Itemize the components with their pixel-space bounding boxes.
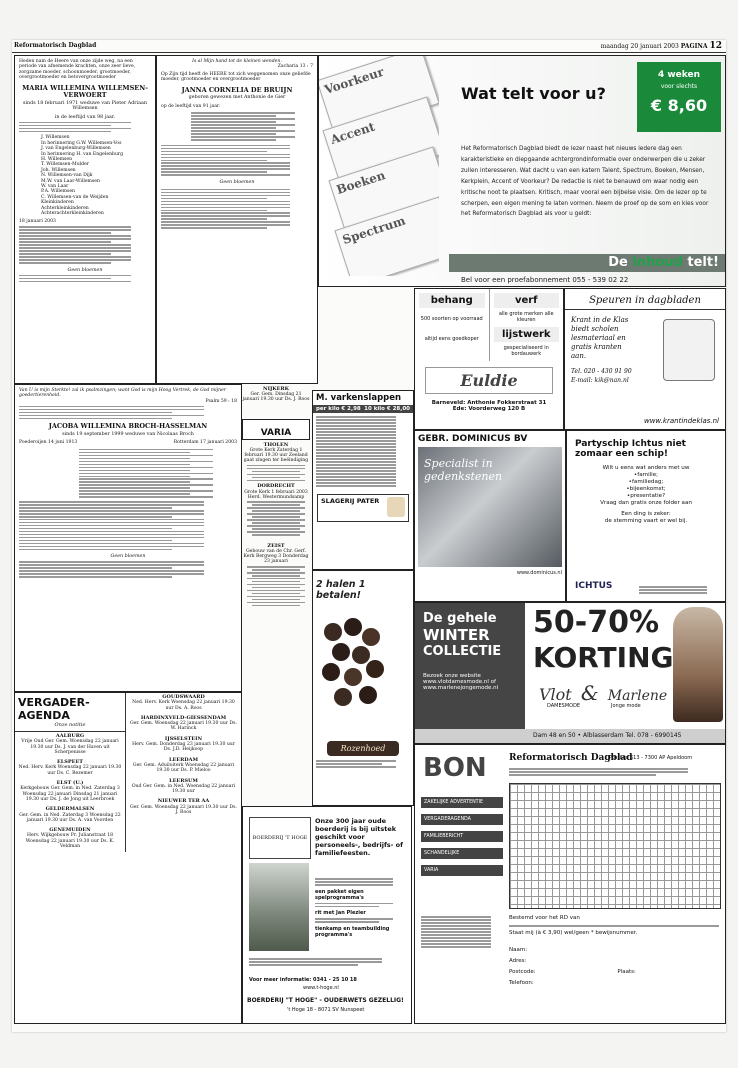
- obit2-age: op de leeftijd van 91 jaar.: [161, 103, 221, 109]
- price: € 8,60: [650, 96, 708, 115]
- newspaper-page: [12, 40, 726, 1032]
- ad-vlot: De gehele WINTER COLLECTIE Bezoek onze website www.vlotdamesmode.nl of www.marlenejongemode.nl 50-70% KORTING Vlot & Marlene DAMESMODE Jonge mode Dam 48 en 50 • Alblasserdam Tel. 078 - 6990145: [414, 602, 726, 744]
- agenda-entry: LEERDAM Ger. Gem. Aduiloiterk Woensdag 22 januari 19.30 uur Ds. P. Mieloo: [132, 756, 235, 774]
- bon-title: BON: [423, 753, 487, 783]
- discount-pct: 50-70%: [533, 605, 660, 640]
- obit1-since: sinds 18 februari 1971 weduwe van Pieter Adriaan Willemsen: [23, 100, 147, 112]
- behang-title: behang: [419, 293, 485, 308]
- price-badge: 4 weken voor slechts € 8,60: [637, 62, 721, 132]
- obit1-footer: Geen bloemen: [67, 267, 103, 273]
- slogan-bar: De inhoud telt!: [449, 254, 725, 272]
- obit3-place-r: Rotterdam 17 januari 2003: [173, 440, 237, 446]
- family-member: W. van Laar: [41, 184, 69, 189]
- discount-word: KORTING: [533, 641, 674, 674]
- euldie-logo: Euldie: [425, 367, 553, 394]
- notice-tholen: THOLEN Grote Kerk Zaterdag 1 februari 19.30 uur Zeeland gaat zingen ter beëindiging: [243, 441, 309, 464]
- bon-category[interactable]: VARIA: [421, 865, 503, 876]
- halen-title: 2 halen 1 betalen!: [316, 579, 366, 601]
- page-header: [12, 40, 726, 53]
- obit2-name: JANNA CORNELIA DE BRUIJN: [181, 85, 293, 94]
- obit2-footer: Geen bloemen: [219, 180, 255, 186]
- agenda-entry: AALBURG Vrije Oud Ger. Gem. Woensdag 22 januari 19.30 uur Ds. J. van der Haven uit Scherpenisse: [21, 733, 119, 755]
- obit1-age: in de leeftijd van 98 jaar.: [54, 114, 116, 120]
- notice-zeist: ZEIST Gebouw van de Chr. Gerf. Kerk Bergweg 3 Donderdag 23 januari: [243, 542, 309, 565]
- chocolates-image: [313, 607, 413, 737]
- agenda-entry: GENEMUIDEN Herv. Wijkgebouw Pr. Julianstraat 18 Woensdag 22 januari 19.30 uur Ds. K. Veldman: [25, 827, 115, 850]
- bon-category[interactable]: ZAKELIJKE ADVERTENTIE: [421, 797, 503, 808]
- stone-photo: Specialist in gedenkstenen: [418, 447, 562, 567]
- family-member: T. Willemsen-Mulder: [41, 162, 90, 168]
- dominicus-title: GEBR. DOMINICUS BV: [418, 434, 528, 444]
- obit1-family: [19, 135, 151, 216]
- ad-behang: behang 500 soorten op voorraad altijd eens goedkoper verf alle grote merken alle kleuren lijstwerk gespecialiseerd in bordauwerk Euldie Barneveld: Anthonie Fokkerstraat 31 Ede: Voorderweg 120 B: [414, 288, 564, 430]
- bon-category[interactable]: SCHANDELIJKE: [421, 848, 503, 859]
- ad-varkenslappen: M. varkenslappen per kilo € 2,98 10 kilo € 28,00 SLAGERIJ PATER: [312, 390, 414, 570]
- family-member: J. van Engelenburg-Willemsen: [41, 146, 111, 152]
- notice-dordrecht: DORDRECHT Grote Kerk 1 februari 2003 Herd. Westermundsamp: [244, 483, 308, 500]
- family-member: In herinnering H. van Engelenburg: [41, 151, 124, 157]
- bon-category[interactable]: VERGADERAGENDA: [421, 814, 503, 825]
- agenda-entry: GOUDSWAARD Ned. Herv. Kerk Woensdag 22 januari 19.30 uur Ds. A. Roos: [132, 694, 235, 711]
- speuren-title: Speuren in dagbladen: [565, 295, 725, 310]
- family-member: H. Willemsen: [41, 156, 73, 162]
- paper-section: Voorkeur: [319, 56, 439, 138]
- agenda-entry: ELST (U.) Kerkgebouw Ger. Gem. in Ned. Zaterdag 3 Woensdag 22 januari Dinsdag 21 januari 19.30 uur Ds. J. de Jong uit Leerbroek: [20, 780, 120, 802]
- obituary-willemsen: [14, 55, 156, 384]
- shop-name: SLAGERIJ PATER: [321, 497, 380, 506]
- obituary-de-bruijn: [156, 55, 318, 384]
- obituary-broch: [14, 384, 242, 692]
- halen-shop: Rozenhoed: [327, 741, 399, 756]
- obit3-since: sinds 19 september 1999 weduwe van Nicolaas Broch: [62, 431, 194, 437]
- varia-heading: VARIA: [242, 419, 310, 440]
- family-member: In herinnering G.W. Willemsen-Vos: [41, 140, 122, 146]
- obit1-name: MARIA WILLEMINA WILLEMSEN-VERWOERT: [22, 83, 148, 100]
- ad-wat-telt: [318, 55, 726, 287]
- ad-boerderij: BOERDERIJ 'T HOGE Onze 300 jaar oude boerderij is bij uitstek geschikt voor personeels-, bedrijfs- of familiefeesten. een pakket eigen spelprogramma's rit met Jan Plezier tienkamp en teambuilding programma's Voor meer informatie: 0341 - 25 10 18 www.t-hoge.nl BOERDERIJ "T HOGE" - OUDERWETS GEZELLIG! 't Hoge 18 - 8071 SV Nunspeet: [242, 806, 412, 1024]
- family-member: M.W. van Laar-Willemsen: [41, 178, 100, 184]
- family-member: Joh. Willemsen: [41, 167, 76, 173]
- ad-speuren: Speuren in dagbladen Krant in de Klas biedt scholen lesmateriaal en gratis kranten aan. Tel. 020 - 430 91 90 E-mail: kik@nan.nl www.krantindeklas.nl: [564, 288, 726, 430]
- ad-bon: BON Reformatorisch Dagblad Postbus 613 - 7300 AP Apeldoorn ZAKELIJKE ADVERTENTIE VERGADERAGENDA FAMILIEBERICHT SCHANDELIJKE VARIA Bestemd voor het RD van Staat mij (à € 3,90) wel/geen * bewijsnummer. Naam: Adres: Postcode: Plaats: Telefoon:: [414, 744, 726, 1024]
- obit2-ref: Zacharia 13 : 7: [277, 64, 313, 70]
- obit3-quote: Van U is mijn Sterkte! zal ik psalmzingen; want God is mijn Hoog Vertrek, de God mijner goedertierenheid.: [19, 388, 227, 399]
- family-member: N. Willemsen-van Dijk: [41, 173, 93, 179]
- obit3-footer: Geen bloemen: [110, 554, 146, 560]
- ad-ichtus: Partyschip Ichtus niet zomaar een schip! Wilt u eens wat anders met uw •familie; •familiedag; •bijeenkomst; •presentatie? Vraag dan gratis onze folder aan Een ding is zeker: de stemming vaart er wel bij. ICHTUS: [566, 430, 726, 602]
- paper-name: Reformatorisch Dagblad: [14, 42, 97, 49]
- notice-nijkerk: NIJKERK Ger. Gem. Dinsdag 21 januari 19.30 uur Ds. J. Roos: [242, 386, 310, 403]
- ad-dominicus: GEBR. DOMINICUS BV Specialist in gedenkstenen www.dominicus.nl: [414, 430, 566, 602]
- family-member: P.A. Willemsen: [41, 189, 76, 195]
- family-member: J. Willemsen: [41, 135, 70, 141]
- agenda-entry: GELDERMALSEN Ger. Gem. in Ned. Zaterdag 3 Woensdag 22 januari 19.30 uur Ds. A. van Voorden: [19, 806, 121, 823]
- family-member: Achterachterkleinkinderen: [41, 211, 104, 217]
- agenda-entry: ELSPEET Ned. Herv. Kerk Woensdag 22 januari 19.30 uur Ds. C. Bezemer: [18, 759, 122, 776]
- lijstwerk-title: lijstwerk: [494, 327, 560, 342]
- farm-photo: [249, 863, 309, 951]
- bon-category[interactable]: FAMILIEBERICHT: [421, 831, 503, 842]
- farm-logo: BOERDERIJ 'T HOGE: [249, 817, 311, 859]
- paper-section: Boeken: [328, 146, 439, 237]
- agenda-title: VERGADER-: [18, 696, 90, 709]
- agenda-entry: NIEUWER TER AA Ger. Gem. Woensdag 22 januari 19.30 uur Ds. J. Roos: [130, 798, 237, 816]
- obit1-intro: Heden nam de Heere van onze zijde weg, na een periode van afnemende krachten, onze zeer lieve, zorgzame moeder, schoonmoeder, grootmoeder, overgrootmoeder en betovergrootmoeder: [19, 59, 136, 81]
- ad-body: Het Reformatorisch Dagblad biedt de lezer naast het nieuws iedere dag een karakteristieke en diepgaande achtergrondinformatie over onderwerpen die u zeker zullen interesseren. Wat dacht u van een katern Talent, Spectrum, Boeken, Mensen, Kerkplein, Accent of Voorkeur? De redactie is niet te benauwd om waar nodig een kritische noot te plaatsen. Kritisch, maar vooral een bijbelse visie. Om de lezer op te scherpen, een eigen mening te laten vormen. Neem de proef op de som en kies voor het Reformatorisch Dagblad als voor u geldt:: [461, 146, 709, 218]
- obit3-name: JACOBA WILLEMINA BROCH-HASSELMAN: [48, 422, 208, 431]
- family-member: Kleinkinderen: [41, 200, 74, 206]
- paper-section: Spectrum: [334, 196, 439, 276]
- verf-title: verf: [494, 293, 560, 308]
- ichtus-title: Partyschip Ichtus niet zomaar een schip!: [575, 439, 686, 459]
- pig-logo: [387, 497, 405, 517]
- agenda-entry: LEERSUM Oud Ger. Gem. in Ned. Woensdag 22 januari 19.30 uur: [131, 777, 236, 795]
- model-photo: [673, 607, 723, 722]
- bon-grid: [509, 783, 721, 909]
- family-member: C. Willemsen-van de Weijden: [41, 194, 109, 200]
- obit3-place-l: Poederoijen 14 juni 1913: [19, 440, 78, 446]
- kid-drawing: [663, 319, 715, 381]
- paper-section: Accent: [322, 96, 439, 187]
- ad-title: Wat telt voor u?: [461, 84, 606, 103]
- obit2-since: geboren gewezen met Anthonie de Gier: [188, 95, 286, 101]
- varken-title: M. varkenslappen: [316, 393, 402, 403]
- ad-phone: Bel voor een proefabonnement 055 - 539 02 22: [461, 276, 629, 284]
- ad-2-halen: [312, 570, 414, 806]
- ichtus-logo: ICHTUS: [575, 581, 613, 591]
- obit1-place: 18 januari 2003: [19, 219, 56, 225]
- agenda-entry: IJSSELSTEIN Herv. Gem. Donderdag 23 januari 19.30 uur Ds. J.D. Heijkoop: [132, 735, 235, 753]
- obit2-quote: Is al Mijn hand tot de kleinen wenden.: [192, 59, 282, 64]
- page-date: maandag 20 januari 2003 PAGINA 12: [600, 41, 722, 51]
- agenda-entry: HARDINXVELD-GIESSENDAM Ger. Gem. Woensdag 22 januari 19.30 uur Ds. W. Harinck: [130, 714, 237, 732]
- family-member: Achterkleinkinderen: [41, 205, 89, 211]
- paper-stack: [319, 56, 439, 276]
- vergader-agenda: VERGADER- AGENDA Onze notitie AALBURG Vrije Oud Ger. Gem. Woensdag 22 januari 19.30 uur Ds. J. van der Haven uit Scherpenisse ELSPEET Ned. Herv. Kerk Woensdag 22 januari 19.30 uur Ds. C. Bezemer ELST (U.) Kerkgebouw Ger. Gem. in Ned. Zaterdag 3 Woensdag 22 januari Dinsdag 21 januari 19.30 uur Ds. J. de Jong uit Leerbroek GELDERMALSEN Ger. Gem. in Ned. Zaterdag 3 Woensdag 22 januari 19.30 uur Ds. A. van Voorden GENEMUIDEN Herv. Wijkgebouw Pr. Julianstraat 18 Woensdag 22 januari 19.30 uur Ds. K. Veldman GOUDSWAARD Ned. Herv. Kerk Woensdag 22 januari 19.30 uur Ds. A. Roos HARDINXVELD-GIESSENDAM Ger. Gem. Woensdag 22 januari 19.30 uur Ds. W. Harinck IJSSELSTEIN Herv. Gem. Donderdag 23 januari 19.30 uur Ds. J.D. Heijkoop LEERDAM Ger. Gem. Aduiloiterk Woensdag 22 januari 19.30 uur Ds. P. Mieloo LEERSUM Oud Ger. Gem. in Ned. Woensdag 22 januari 19.30 uur NIEUWER TER AA Ger. Gem. Woensdag 22 januari 19.30 uur Ds. J. Roos: [14, 692, 242, 1024]
- middle-notices: [242, 384, 310, 804]
- obit2-intro: Op Zijn tijd heeft de HEERE tot zich weggenomen onze geliefde moeder, grootmoeder en overgrootmoeder: [161, 71, 311, 83]
- obit3-ref: Psalm 59 : 18: [205, 398, 237, 404]
